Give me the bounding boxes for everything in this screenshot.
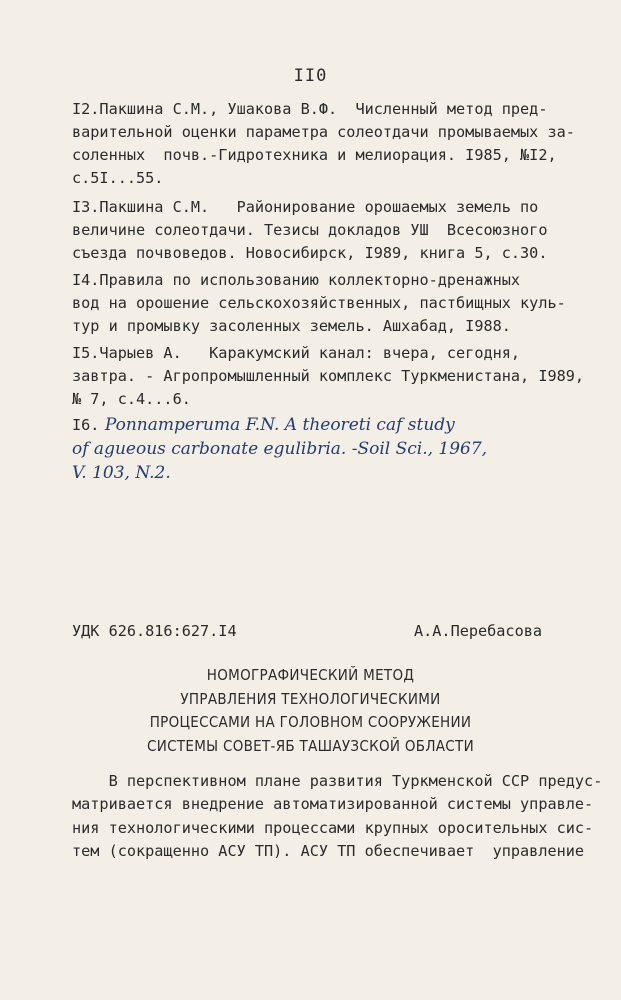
title-line: ПРОЦЕССАМИ НА ГОЛОВНОМ СООРУЖЕНИИ: [149, 713, 472, 731]
reference-number: I6.: [72, 416, 100, 434]
title-line: СИСТЕМЫ СОВЕТ-ЯБ ТАШАУЗСКОЙ ОБЛАСТИ: [147, 736, 474, 755]
reference-13: [72, 196, 592, 265]
reference-line: I5.Чарыев А. Каракумский канал: вчера, сегодня,: [72, 344, 521, 362]
body-line: ния технологическими процессами крупных оросительных сис-: [72, 818, 594, 837]
reference-line: соленных почв.-Гидротехника и мелиорация. I985, №I2,: [72, 146, 557, 164]
title-line: УПРАВЛЕНИЯ ТЕХНОЛОГИЧЕСКИМИ: [180, 689, 441, 708]
body-line: В перспективном плане развития Туркменской ССР предус-: [72, 772, 603, 790]
reference-line: завтра. - Агропромышленный комплекс Туркменистана, I989,: [72, 367, 585, 385]
body-line: тем (сокращенно АСУ ТП). АСУ ТП обеспечивает управление: [72, 841, 585, 860]
reference-line: съезда почвоведов. Новосибирск, I989, книга 5, с.30.: [72, 244, 548, 262]
reference-line: I3.Пакшина С.М. Районирование орошаемых земель по: [72, 198, 539, 216]
reference-line: величине солеотдачи. Тезисы докладов УШ Всесоюзного: [72, 221, 548, 239]
article-title: [0, 664, 621, 758]
reference-line: варительной оценки параметра солеотдачи промываемых за-: [72, 123, 575, 141]
reference-16-handwritten: [72, 413, 602, 485]
reference-12: [72, 98, 592, 190]
handwritten-line: Ponnamperuma F.N. A theoreti caf study: [104, 415, 455, 435]
article-body: [72, 770, 602, 863]
article-author: А.А.Перебасова: [414, 622, 543, 640]
reference-line: с.5I...55.: [72, 169, 164, 187]
udk-code: УДК 626.816:627.I4: [72, 622, 237, 640]
handwritten-line: of agueous carbonate egulibria. -Soil Sci., 1967,: [72, 439, 488, 459]
reference-15: [72, 342, 592, 411]
reference-14: [72, 269, 592, 338]
page-number: II0: [293, 66, 328, 86]
reference-line: вод на орошение сельскохозяйственных, пастбищных куль-: [72, 294, 566, 312]
body-line: матривается внедрение автоматизированной системы управле-: [72, 795, 594, 814]
reference-line: I4.Правила по использованию коллекторно-дренажных: [72, 271, 521, 289]
reference-line: тур и промывку засоленных земель. Ашхабад, I988.: [72, 317, 511, 335]
reference-line: № 7, с.4...6.: [72, 390, 191, 408]
handwritten-line: V. 103, N.2.: [72, 463, 171, 483]
title-line: НОМОГРАФИЧЕСКИЙ МЕТОД: [206, 666, 415, 684]
reference-line: I2.Пакшина С.М., Ушакова В.Ф. Численный метод пред-: [72, 100, 548, 118]
